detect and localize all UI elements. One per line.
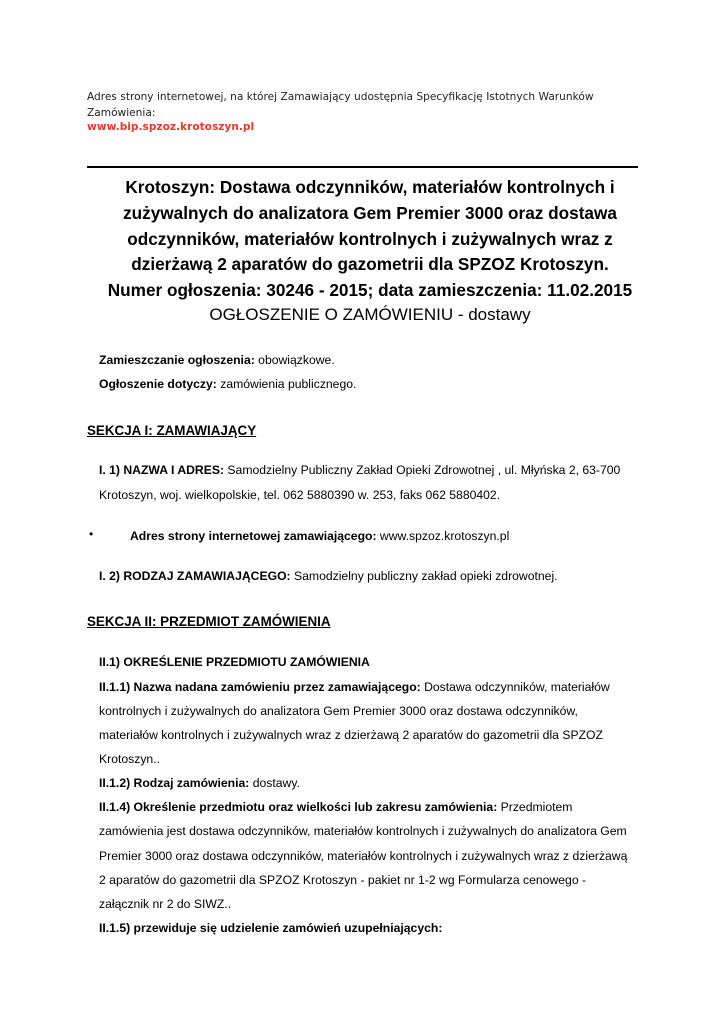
opis-zamowienia-row <box>99 799 572 815</box>
rodzaj-zamawiajacego-label: I. 2) RODZAJ ZAMAWIAJĄCEGO: <box>99 569 291 583</box>
opis-zamowienia-line: 2 aparatów do gazometrii dla SPZOZ Krotoszyn - pakiet nr 1-2 wg Formularza cenowego - <box>99 873 587 887</box>
dotyczy-row <box>99 376 356 392</box>
nazwa-adres-continuation: Krotoszyn, woj. wielkopolskie, tel. 062 5880390 w. 253, faks 062 5880402. <box>99 488 501 502</box>
rodzaj-zamowienia-value: dostawy. <box>249 776 300 790</box>
zamieszczanie-value: obowiązkowe. <box>254 353 335 367</box>
title-line: Krotoszyn: Dostawa odczynników, materiałów kontrolnych i <box>125 177 615 197</box>
horizontal-rule <box>87 166 638 168</box>
dotyczy-label: Ogłoszenie dotyczy: <box>99 377 217 391</box>
title-line: zużywalnych do analizatora Gem Premier 3000 oraz dostawa <box>123 202 617 223</box>
title-line: odczynników, materiałów kontrolnych i zużywalnych wraz z <box>127 228 613 249</box>
nazwa-adres-value: Samodzielny Publiczny Zakład Opieki Zdrowotnej , ul. Młyńska 2, 63-700 <box>224 463 621 477</box>
siwz-intro-text: Adres strony internetowej, na której Zamawiający udostępnia Specyfikację Istotnych Warunków Zamówienia: <box>87 91 594 119</box>
dotyczy-value: zamówienia publicznego. <box>216 377 357 391</box>
opis-zamowienia-line: Premier 3000 oraz dostawa odczynników, materiałów kontrolnych i zużywalnych wraz z dzierżawą <box>99 849 628 863</box>
opis-zamowienia-value: Przedmiotem <box>497 800 573 814</box>
rodzaj-zamawiajacego-row <box>99 568 558 584</box>
nazwa-zamowienia-value: Dostawa odczynników, materiałów <box>420 680 610 694</box>
nazwa-zamowienia-line: kontrolnych i zużywalnych do analizatora Gem Premier 3000 oraz dostawa odczynników, <box>99 704 578 718</box>
page-subtitle: OGŁOSZENIE O ZAMÓWIENIU - dostawy <box>209 305 531 324</box>
www-label: Adres strony internetowej zamawiającego: <box>130 529 377 543</box>
nazwa-zamowienia-label: II.1.1) Nazwa nadana zamówieniu przez zamawiającego: <box>99 680 421 694</box>
nazwa-zamowienia-line: Krotoszyn.. <box>99 752 160 766</box>
nazwa-adres-label: I. 1) NAZWA I ADRES: <box>99 463 225 477</box>
zamieszczanie-label: Zamieszczanie ogłoszenia: <box>99 353 255 367</box>
opis-zamowienia-line: załącznik nr 2 do SIWZ.. <box>99 897 232 911</box>
opis-zamowienia-label: II.1.4) Określenie przedmiotu oraz wielkości lub zakresu zamówienia: <box>99 800 498 814</box>
announcement-number-line: Numer ogłoszenia: 30246 - 2015; data zamieszczenia: 11.02.2015 <box>107 280 633 301</box>
okreslenie-heading: II.1) OKREŚLENIE PRZEDMIOTU ZAMÓWIENIA <box>99 655 370 669</box>
nazwa-zamowienia-row <box>99 679 610 695</box>
page-title <box>87 175 653 304</box>
www-row <box>130 528 509 544</box>
www-value[interactable]: www.spzoz.krotoszyn.pl <box>376 529 510 543</box>
rodzaj-zamowienia-row <box>99 775 300 791</box>
title-line: dzierżawą 2 aparatów do gazometrii dla SPZOZ Krotoszyn. <box>131 254 609 275</box>
rodzaj-zamowienia-label: II.1.2) Rodzaj zamówienia: <box>99 776 250 790</box>
nazwa-zamowienia-line: materiałów kontrolnych i zużywalnych wraz z dzierżawą 2 aparatów do gazometrii dla SPZOZ <box>99 728 603 742</box>
section-1-heading: SEKCJA I: ZAMAWIAJĄCY <box>87 423 257 438</box>
bip-url-link[interactable]: www.bip.spzoz.krotoszyn.pl <box>87 121 255 133</box>
opis-zamowienia-line: zamówienia jest dostawa odczynników, materiałów kontrolnych i zużywalnych do analizatora Gem <box>99 824 627 838</box>
rodzaj-zamawiajacego-value: Samodzielny publiczny zakład opieki zdrowotnej. <box>290 569 558 583</box>
nazwa-adres-row <box>99 462 620 478</box>
bullet-icon: • <box>89 527 94 541</box>
zamieszczanie-row <box>99 352 335 368</box>
uzupelniajace-label: II.1.5) przewiduje się udzielenie zamówień uzupełniających: <box>99 921 443 935</box>
section-2-heading: SEKCJA II: PRZEDMIOT ZAMÓWIENIA <box>87 614 331 629</box>
